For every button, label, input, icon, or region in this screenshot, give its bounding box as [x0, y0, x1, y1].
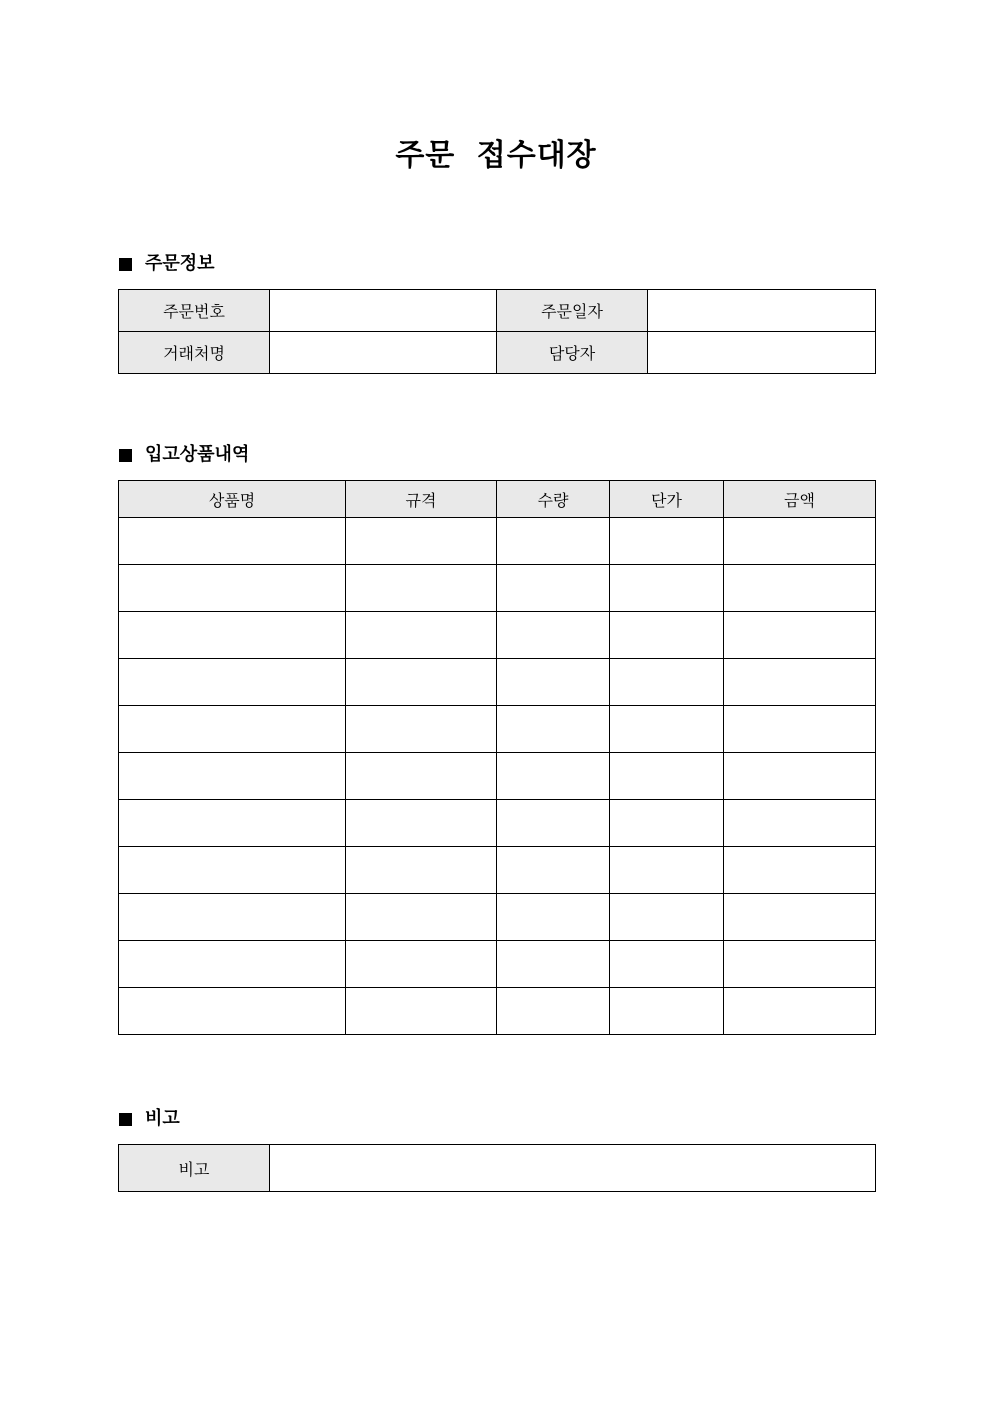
remarks-table	[118, 1144, 876, 1192]
quantity-cell[interactable]	[497, 753, 610, 800]
unit-price-cell[interactable]	[610, 800, 724, 847]
quantity-cell[interactable]	[497, 847, 610, 894]
spec-cell[interactable]	[346, 753, 497, 800]
amount-cell[interactable]	[724, 847, 876, 894]
spec-cell[interactable]	[346, 612, 497, 659]
order-date-label: 주문일자	[497, 290, 648, 332]
amount-cell[interactable]	[724, 988, 876, 1035]
amount-cell[interactable]	[724, 565, 876, 612]
amount-cell[interactable]	[724, 706, 876, 753]
amount-cell[interactable]	[724, 894, 876, 941]
items-table	[118, 480, 876, 1035]
table-row	[119, 659, 876, 706]
remarks-heading	[119, 1107, 180, 1131]
square-bullet-icon	[119, 449, 132, 462]
table-row	[119, 800, 876, 847]
quantity-cell[interactable]	[497, 706, 610, 753]
amount-cell[interactable]	[724, 659, 876, 706]
document-title: 주문 접수대장	[395, 138, 597, 173]
column-header-amount: 금액	[724, 481, 876, 518]
square-bullet-icon	[119, 258, 132, 271]
spec-cell[interactable]	[346, 706, 497, 753]
unit-price-cell[interactable]	[610, 706, 724, 753]
quantity-cell[interactable]	[497, 894, 610, 941]
product-name-cell[interactable]	[119, 565, 346, 612]
product-name-cell[interactable]	[119, 518, 346, 565]
unit-price-cell[interactable]	[610, 518, 724, 565]
quantity-cell[interactable]	[497, 988, 610, 1035]
square-bullet-icon	[119, 1113, 132, 1126]
product-name-cell[interactable]	[119, 800, 346, 847]
quantity-cell[interactable]	[497, 612, 610, 659]
spec-cell[interactable]	[346, 659, 497, 706]
column-header-unit-price: 단가	[610, 481, 724, 518]
product-name-cell[interactable]	[119, 706, 346, 753]
product-name-cell[interactable]	[119, 659, 346, 706]
table-row	[119, 753, 876, 800]
items-heading	[119, 443, 249, 467]
unit-price-cell[interactable]	[610, 612, 724, 659]
quantity-cell[interactable]	[497, 941, 610, 988]
table-row	[119, 847, 876, 894]
product-name-cell[interactable]	[119, 894, 346, 941]
unit-price-cell[interactable]	[610, 659, 724, 706]
table-row	[119, 941, 876, 988]
amount-cell[interactable]	[724, 518, 876, 565]
spec-cell[interactable]	[346, 988, 497, 1035]
spec-cell[interactable]	[346, 518, 497, 565]
amount-cell[interactable]	[724, 753, 876, 800]
spec-cell[interactable]	[346, 565, 497, 612]
order-info-heading-text: 주문정보	[145, 253, 215, 274]
amount-cell[interactable]	[724, 800, 876, 847]
product-name-cell[interactable]	[119, 941, 346, 988]
client-name-field[interactable]	[270, 332, 497, 374]
quantity-cell[interactable]	[497, 565, 610, 612]
unit-price-cell[interactable]	[610, 941, 724, 988]
quantity-cell[interactable]	[497, 800, 610, 847]
remarks-field[interactable]	[270, 1145, 876, 1192]
product-name-cell[interactable]	[119, 612, 346, 659]
remarks-heading-text: 비고	[145, 1108, 180, 1129]
unit-price-cell[interactable]	[610, 565, 724, 612]
unit-price-cell[interactable]	[610, 894, 724, 941]
amount-cell[interactable]	[724, 612, 876, 659]
spec-cell[interactable]	[346, 847, 497, 894]
table-row	[119, 612, 876, 659]
order-info-row	[119, 332, 876, 374]
manager-label: 담당자	[497, 332, 648, 374]
items-header-row	[119, 481, 876, 518]
unit-price-cell[interactable]	[610, 988, 724, 1035]
spec-cell[interactable]	[346, 800, 497, 847]
amount-cell[interactable]	[724, 941, 876, 988]
remarks-row	[119, 1145, 876, 1192]
column-header-spec: 규격	[346, 481, 497, 518]
order-info-row	[119, 290, 876, 332]
order-date-field[interactable]	[648, 290, 876, 332]
column-header-product-name: 상품명	[119, 481, 346, 518]
table-row	[119, 518, 876, 565]
spec-cell[interactable]	[346, 894, 497, 941]
table-row	[119, 988, 876, 1035]
order-info-table	[118, 289, 876, 374]
spec-cell[interactable]	[346, 941, 497, 988]
unit-price-cell[interactable]	[610, 847, 724, 894]
column-header-quantity: 수량	[497, 481, 610, 518]
remarks-label: 비고	[119, 1145, 270, 1192]
items-heading-text: 입고상품내역	[145, 444, 250, 465]
table-row	[119, 894, 876, 941]
table-row	[119, 706, 876, 753]
order-number-field[interactable]	[270, 290, 497, 332]
quantity-cell[interactable]	[497, 659, 610, 706]
table-row	[119, 565, 876, 612]
product-name-cell[interactable]	[119, 988, 346, 1035]
product-name-cell[interactable]	[119, 847, 346, 894]
order-number-label: 주문번호	[119, 290, 270, 332]
quantity-cell[interactable]	[497, 518, 610, 565]
product-name-cell[interactable]	[119, 753, 346, 800]
unit-price-cell[interactable]	[610, 753, 724, 800]
client-name-label: 거래처명	[119, 332, 270, 374]
order-info-heading	[119, 252, 215, 276]
manager-field[interactable]	[648, 332, 876, 374]
